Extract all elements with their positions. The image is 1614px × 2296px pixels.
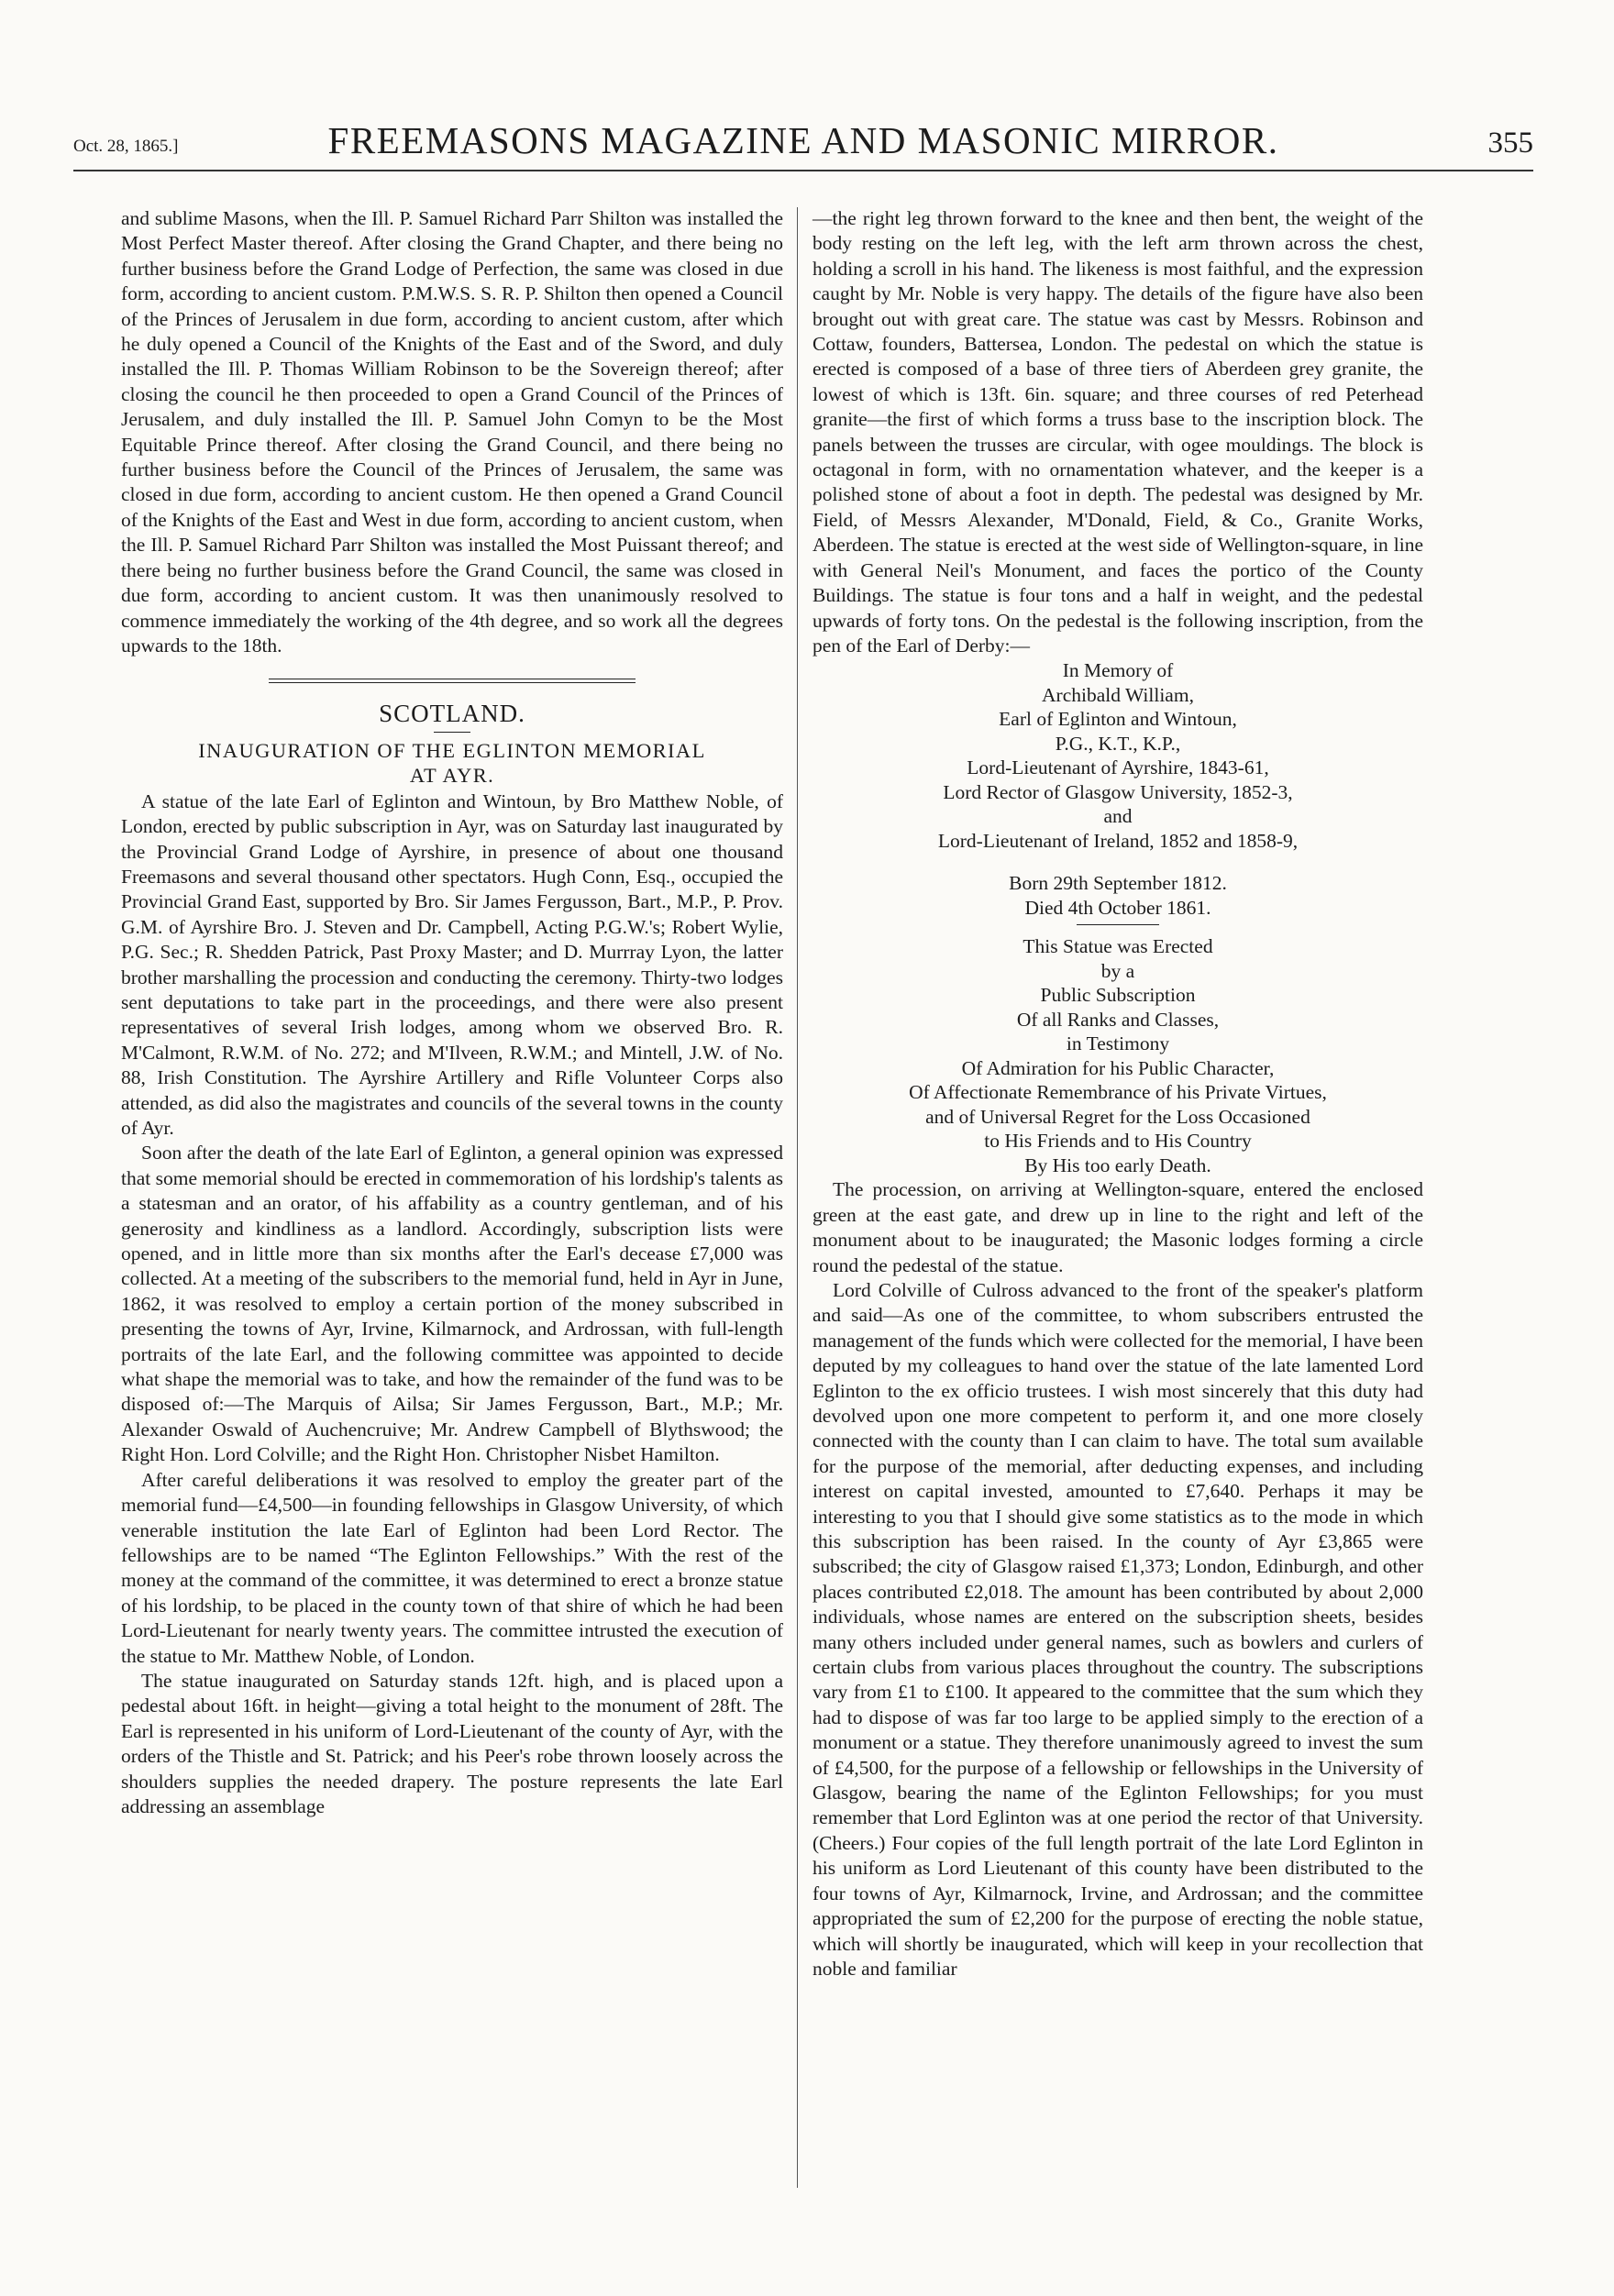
- section-divider: [269, 679, 636, 683]
- paragraph: After careful deliberations it was resolved to employ the greater part of the memorial fund—£4,500—in founding fellowships in Glasgow University, of which venerable institution the late Earl of Eglinton had been Lord Rector. The fellowships are to be named “The Eglinton Fellowships.” With the rest of the money at the command of the committee, it was determined to erect a bronze statue of his lordship, to be placed in the county town of that shire of which he had been Lord-Lieutenant for nearly twenty years. The committee intrusted the execution of the statue to Mr. Matthew Noble, of London.: [121, 1468, 783, 1667]
- article-heading-line-2: AT AYR.: [409, 763, 495, 787]
- inscription-line: This Statue was Erected: [1023, 935, 1213, 958]
- paragraph: Lord Colville of Culross advanced to the front of the speaker's platform and said—As one of the committee, to whom subscribers entrusted the management of the funds which were collected for the memorial, I have been deputed by my colleagues to hand over the statue of the late lamented Lord Eglinton to the ex officio trustees. I wish most sincerely that this duty had devolved upon one more competent to perform it, and one more closely connected with the county than I can claim to have. The total sum available for the purpose of the memorial, after deducting expenses, and including interest on capital invested, amounted to £7,640. Perhaps it may be interesting to you that I should give some statistics as to the mode in which this subscription has been raised. In the county of Ayr £3,865 were subscribed; the city of Glasgow raised £1,373; London, Edinburgh, and other places contributed £2,018. The amount has been contributed by about 2,000 individuals, whose names are entered on the subscription sheets, besides many others included under general names, such as bowlers and curlers of certain clubs from various places throughout the country. The subscriptions vary from £1 to £100. It appeared to the committee that the sum which they had to dispose of was far too large to be applied simply to the erection of a monument or a statue. They therefore unanimously agreed to invest the sum of £4,500, for the purpose of a fellowship or fellowships in the University of Glasgow, bearing the name of the Eglinton Fellowships; for you must remember that Lord Eglinton was at one period the rector of that University. (Cheers.) Four copies of the full length portrait of the late Lord Eglinton in his uniform as Lord Lieutenant of this county have been distributed to the four towns of Ayr, Kilmarnock, Irvine, and Ardrossan; and the committee appropriated the sum of £2,200 for the purpose of erecting the noble statue, which will shortly be inaugurated, which will keep in your recollection that noble and familiar: [813, 1278, 1423, 1980]
- inscription-line: Born 29th September 1812.: [1009, 872, 1227, 895]
- right-column: [813, 206, 1423, 1981]
- inscription-line: Of Admiration for his Public Character,: [961, 1056, 1275, 1079]
- inscription-line: P.G., K.T., K.P.,: [1055, 732, 1181, 755]
- inscription-line: Lord-Lieutenant of Ireland, 1852 and 1858-9,: [937, 829, 1299, 852]
- short-rule: [1077, 924, 1159, 925]
- paragraph: —the right leg thrown forward to the knee and then bent, the weight of the body resting on the left leg, with the left arm thrown across the chest, holding a scroll in his hand. The likeness is most faithful, and the expression caught by Mr. Noble is very happy. The details of the figure have also been brought out with great care. The statue was cast by Messrs. Robinson and Cottaw, founders, Battersea, London. The pedestal on which the statue is erected is composed of a base of three tiers of Aberdeen grey granite, the lowest of which is 13ft. 6in. square; and three courses of red Peterhead granite—the first of which forms a truss base to the inscription block. The panels between the trusses are circular, with ogee mouldings. The block is octagonal in form, with no ornamentation whatever, and the keeper is a polished stone of about a foot in depth. The pedestal was designed by Mr. Field, of Messrs Alexander, M'Donald, Field, & Co., Granite Works, Aberdeen. The statue is erected at the west side of Wellington-square, in line with General Neil's Monument, and faces the portico of the County Buildings. The statue is four tons and a half in weight, and the pedestal upwards of forty tons. On the pedestal is the following inscription, from the pen of the Earl of Derby:—: [813, 207, 1423, 657]
- paragraph: Soon after the death of the late Earl of Eglinton, a general opinion was expressed that some memorial should be erected in commemoration of his lordship's talents as a statesman and an orator, of his affability as a country gentleman, and of his generosity and kindliness as a landlord. Accordingly, subscription lists were opened, and in little more than six months after the Earl's decease £7,000 was collected. At a meeting of the subscribers to the memorial fund, held in Ayr in June, 1862, it was resolved to employ a certain portion of the money subscribed in presenting the towns of Ayr, Irvine, Kilmarnock, and Ardrossan, with full-length portraits of the late Earl, and the following committee was appointed to decide what shape the memorial was to take, and how the remainder of the fund was to be disposed of:—The Marquis of Ailsa; Sir James Fergusson, Bart., M.P.; Mr. Alexander Oswald of Auchencruive; Mr. Andrew Campbell of Blythswood; the Right Hon. Lord Colville; and the Right Hon. Christopher Nisbet Hamilton.: [121, 1142, 783, 1466]
- inscription-line: Archibald William,: [1042, 683, 1194, 706]
- inscription-line: Public Subscription: [1040, 984, 1196, 1007]
- inscription-line: In Memory of: [1062, 659, 1174, 682]
- short-rule: [434, 732, 470, 733]
- page-number: 355: [1487, 127, 1533, 160]
- paragraph: and sublime Masons, when the Ill. P. Samuel Richard Parr Shilton was installed the Most Perfect Master thereof. After closing the Grand Chapter, and there being no further business before the Grand Lodge of Perfection, the same was closed in due form, according to ancient custom. P.M.W.S. S. R. P. Shilton then opened a Council of the Princes of Jerusalem in due form, according to ancient custom, after which he duly opened a Council of the Knights of the East and of the Sword, and duly installed the Ill. P. Thomas William Robinson to be the Sovereign thereof; after closing the council he then proceeded to open a Grand Council of the Princes of Jerusalem, and duly installed the Ill. P. Samuel John Comyn to be the Most Equitable Prince thereof. After closing the Grand Council, and there being no further business before the Council of the Princes of Jerusalem, the same was closed in due form, according to ancient custom. He then opened a Grand Council of the Knights of the East and West in due form, according to ancient custom, when the Ill. P. Samuel Richard Parr Shilton was installed the Most Puissant thereof; and there being no further business before the Grand Council, the same was closed in due form, according to ancient custom. It was then unanimously resolved to commence immediately the working of the 4th degree, and so work all the degrees upwards to the 18th.: [121, 207, 783, 657]
- inscription-line: Lord-Lieutenant of Ayrshire, 1843-61,: [967, 756, 1269, 779]
- paragraph: The procession, on arriving at Wellington-square, entered the enclosed green at the east gate, and drew up in line to the right and left of the monument about to be inaugurated; the Masonic lodges forming a circle round the pedestal of the statue.: [813, 1178, 1423, 1276]
- masthead: [73, 115, 1533, 171]
- inscription-line: Of all Ranks and Classes,: [1016, 1008, 1220, 1031]
- inscription-line: in Testimony: [1066, 1032, 1170, 1055]
- paragraph: The statue inaugurated on Saturday stands 12ft. high, and is placed upon a pedestal about 16ft. in height—giving a total height to the monument of 28ft. The Earl is represented in his uniform of Lord-Lieutenant of the county of Ayr, with the orders of the Thistle and St. Patrick; and his Peer's robe thrown loosely across the shoulders supplies the needed drapery. The posture represents the late Earl addressing an assemblage: [121, 1669, 783, 1817]
- article-heading: INAUGURATION OF THE EGLINTON MEMORIAL: [198, 738, 706, 762]
- inscription-line: Lord Rector of Glasgow University, 1852-3,: [943, 780, 1293, 803]
- inscription-line: By His too early Death.: [1024, 1154, 1211, 1176]
- column-rule: [797, 207, 798, 2188]
- publication-title: FREEMASONS MAGAZINE AND MASONIC MIRROR.: [327, 119, 1279, 161]
- inscription: [813, 658, 1423, 1177]
- section-heading: SCOTLAND.: [379, 700, 525, 728]
- inscription-line: Died 4th October 1861.: [1024, 896, 1211, 919]
- paragraph: A statue of the late Earl of Eglinton and Wintoun, by Bro Matthew Noble, of London, erected by public subscription in Ayr, was on Saturday last inaugurated by the Provincial Grand Lodge of Ayrshire, in presence of about one thousand Freemasons and several thousand other spectators. Hugh Conn, Esq., occupied the Provincial Grand East, supported by Bro. Sir James Fergusson, Bart., M.P., P. Prov. G.M. of Ayrshire Bro. J. Steven and Dr. Campbell, Acting P.G.W.'s; Robert Wylie, P.G. Sec.; R. Shedden Patrick, Past Proxy Master; and D. Murrray Lyon, the latter brother marshalling the procession and conducting the ceremony. Thirty-two lodges sent deputations to take part in the proceedings, and there were also present representatives of several Irish lodges, among whom we observed Bro. R. M'Calmont, R.W.M. of No. 272; and M'Ilveen, R.W.M.; and Mintell, J.W. of No. 88, Irish Constitution. The Ayrshire Artillery and Rifle Volunteer Corps also attended, as did also the magistrates and councils of the several towns in the county of Ayr.: [121, 789, 783, 1139]
- inscription-line: to His Friends and to His Country: [984, 1130, 1252, 1153]
- left-column: [121, 206, 783, 1819]
- inscription-line: and: [1103, 805, 1133, 828]
- inscription-line: and of Universal Regret for the Loss Occasioned: [925, 1105, 1310, 1128]
- spacer: [813, 853, 1423, 871]
- issue-date: Oct. 28, 1865.]: [73, 137, 179, 156]
- inscription-line: Earl of Eglinton and Wintoun,: [999, 708, 1237, 731]
- inscription-line: by a: [1100, 959, 1135, 982]
- inscription-line: Of Affectionate Remembrance of his Private Virtues,: [909, 1081, 1327, 1104]
